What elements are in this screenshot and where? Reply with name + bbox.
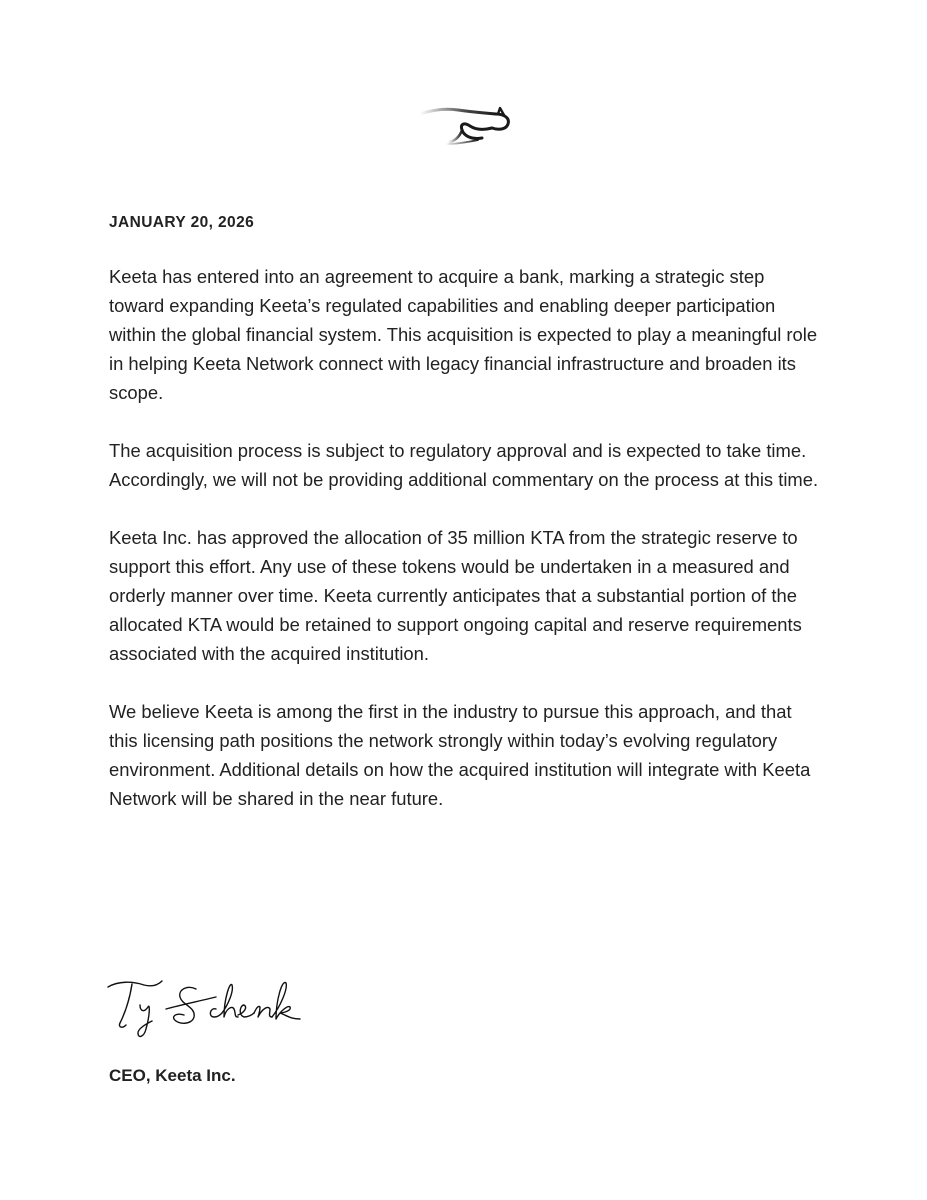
letter-body — [109, 262, 821, 842]
paragraph-acquisition-announcement: Keeta has entered into an agreement to acquire a bank, marking a strategic step toward expanding Keeta’s regulated capabilities and enabling deeper participation within the global financial system. This acquisition is expected to play a meaningful role in helping Keeta Network connect with legacy financial infrastructure and broaden its scope. — [109, 266, 818, 403]
running-cat-logo-icon — [418, 100, 514, 148]
paragraph-regulatory-approval: The acquisition process is subject to regulatory approval and is expected to take time. Accordingly, we will not be providing additional commentary on the process at this time. — [109, 440, 819, 490]
paragraph-kta-allocation: Keeta Inc. has approved the allocation of 35 million KTA from the strategic reserve to support this effort. Any use of these tokens would be undertaken in a measured and orderly manner over time. Keeta currently anticipates that a substantial portion of the allocated KTA would be retained to support ongoing capital and reserve requirements associated with the acquired institution. — [109, 527, 802, 664]
paragraph-industry-approach: We believe Keeta is among the first in the industry to pursue this approach, and that this licensing path positions the network strongly within today’s evolving regulatory environment. Additional details on how the acquired institution will integrate with Keeta Network will be shared in the near future. — [109, 701, 811, 809]
letter-date: JANUARY 20, 2026 — [109, 214, 255, 231]
signer-title: CEO, Keeta Inc. — [109, 1066, 236, 1085]
handwritten-signature — [104, 975, 334, 1045]
